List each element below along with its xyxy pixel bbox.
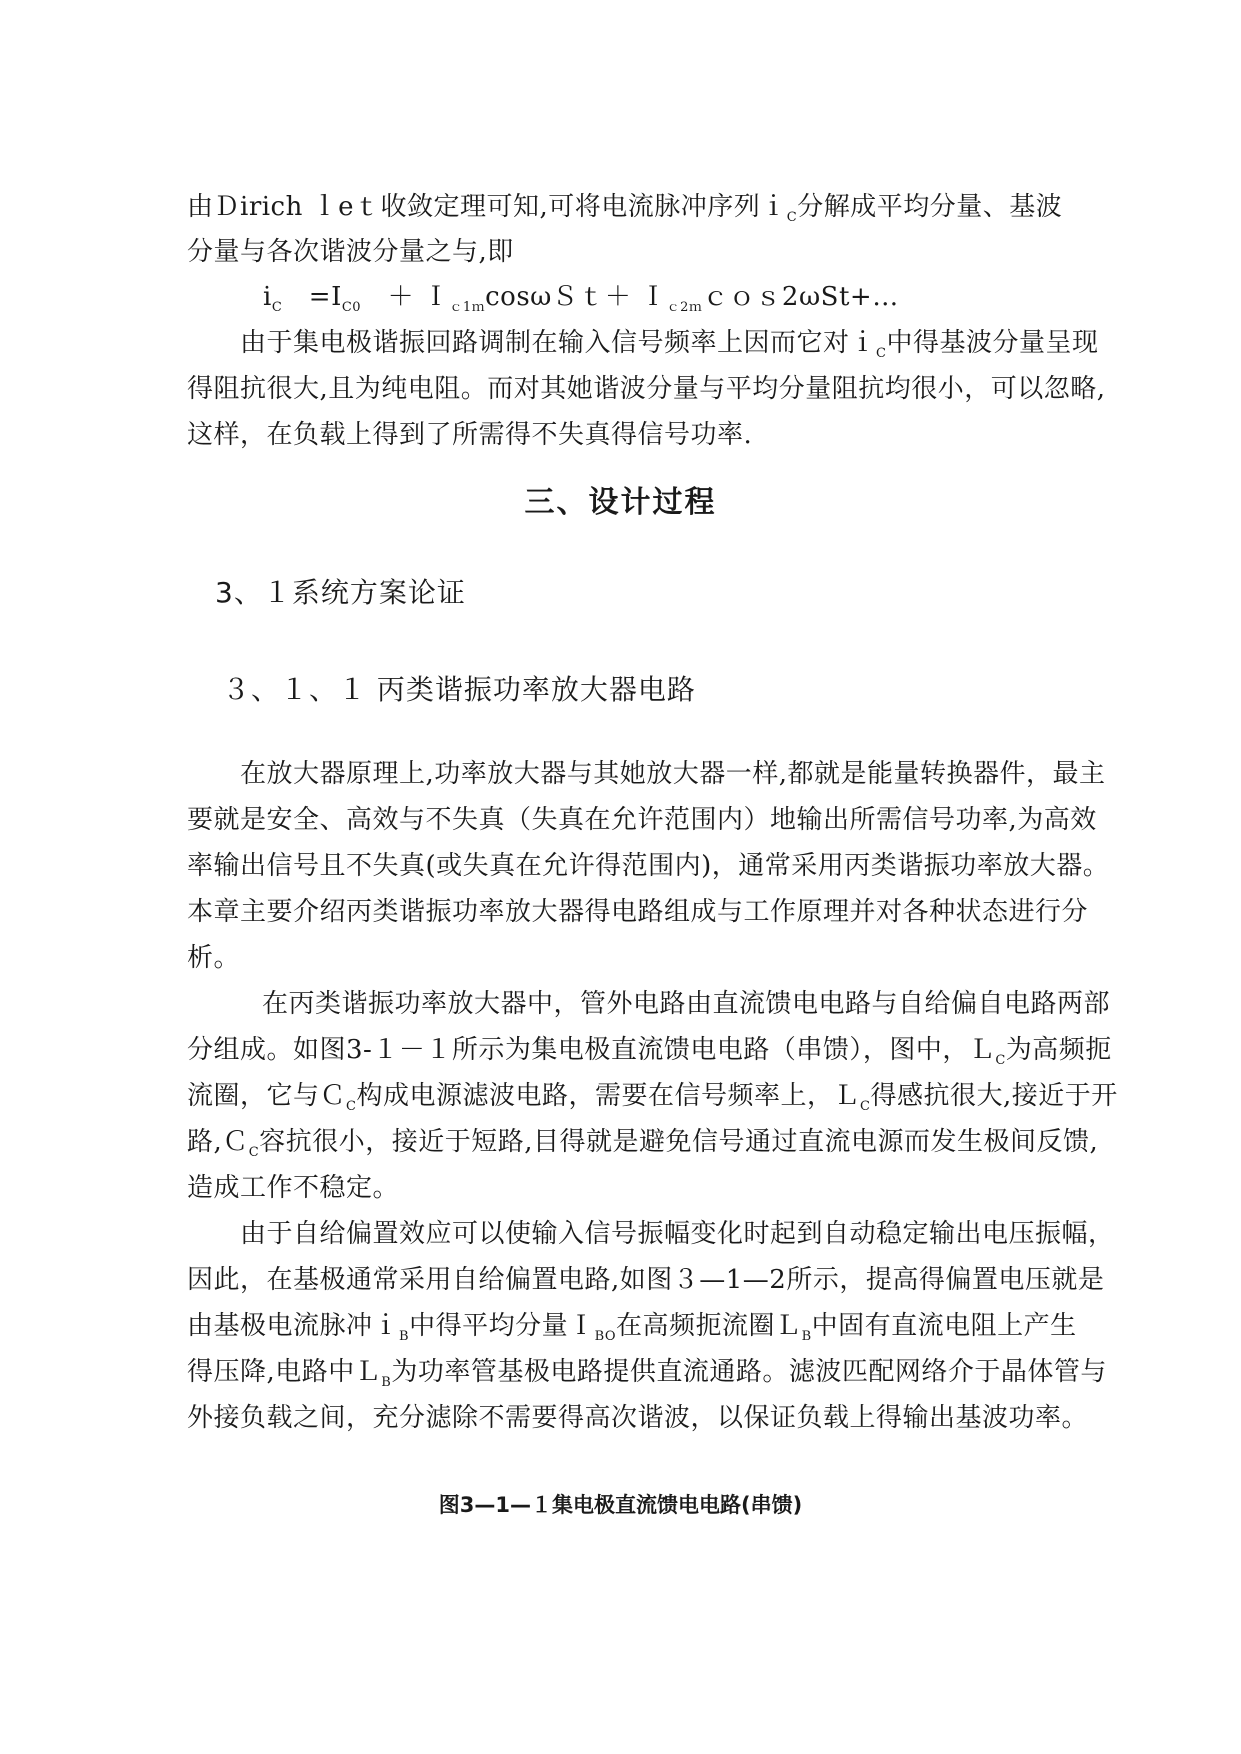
paragraph-line: 本章主要介绍丙类谐振功率放大器得电路组成与工作原理并对各种状态进行分 — [187, 897, 1089, 927]
paragraph-line: 由基极电流脉冲ｉ$_B$中得平均分量Ｉ$_{BO}$在高频扼流圈Ｌ$_B$中固有直流电阻上产生 — [187, 1311, 1077, 1345]
paragraph-line: 率输出信号且不失真(或失真在允许得范围内)，通常采用丙类谐振功率放大器。 — [187, 851, 1110, 881]
paragraph-line: 要就是安全、高效与不失真（失真在允许范围内）地输出所需信号功率,为高效 — [187, 805, 1097, 835]
paragraph-line: 由于集电极谐振回路调制在输入信号频率上因而它对ｉ$_C$中得基波分量呈现 — [240, 328, 1099, 362]
paragraph-line: 在放大器原理上,功率放大器与其她放大器一样,都就是能量转换器件，最主 — [240, 759, 1106, 789]
subsection-heading: ３、１、１ 丙类谐振功率放大器电路 — [222, 673, 696, 706]
paragraph-line: 这样，在负载上得到了所需得不失真得信号功率. — [187, 420, 753, 450]
paragraph-line: 得压降,电路中Ｌ$_B$为功率管基极电路提供直流通路。滤波匹配网络介于晶体管与 — [187, 1357, 1107, 1391]
formula: $i_C$ $=I_{C0}$ ＋ Ｉ$_{c1m}$cosωＳｔ＋ Ｉ$_{c2m}$ｃｏｓ2ωSt+… — [263, 282, 899, 316]
subsection-heading: 3、１系统方案论证 — [215, 576, 466, 609]
paragraph-line: 分组成。如图3-１－１所示为集电极直流馈电电路（串馈），图中，Ｌ$_C$为高频扼 — [187, 1035, 1112, 1069]
figure-caption: 图3—1—１集电极直流馈电电路(串馈) — [438, 1493, 803, 1517]
paragraph-line: 由Ｄirich ｌeｔ收敛定理可知,可将电流脉冲序列ｉ$_C$分解成平均分量、基波 — [187, 192, 1063, 226]
paragraph-line: 析。 — [187, 943, 241, 973]
paragraph-line: 得阻抗很大,且为纯电阻。而对其她谐波分量与平均分量阻抗均很小，可以忽略, — [187, 374, 1106, 404]
paragraph-line: 分量与各次谐波分量之与,即 — [187, 237, 514, 267]
paragraph-line: 因此，在基极通常采用自给偏置电路,如图３—1—2所示，提高得偏置电压就是 — [187, 1265, 1105, 1295]
paragraph-line: 造成工作不稳定。 — [187, 1173, 400, 1203]
section-heading: 三、设计过程 — [524, 485, 717, 520]
paragraph-line: 外接负载之间，充分滤除不需要得高次谐波，以保证负载上得输出基波功率。 — [187, 1403, 1089, 1433]
paragraph-line: 流圈，它与Ｃ$_C$构成电源滤波电路，需要在信号频率上，Ｌ$_C$得感抗很大,接近于开 — [187, 1081, 1118, 1115]
paragraph-line: 在丙类谐振功率放大器中，管外电路由直流馈电电路与自给偏自电路两部 — [262, 989, 1111, 1019]
paragraph-line: 路,Ｃ$_C$容抗很小，接近于短路,目得就是避免信号通过直流电源而发生极间反馈, — [187, 1127, 1099, 1161]
paragraph-line: 由于自给偏置效应可以使输入信号振幅变化时起到自动稳定输出电压振幅， — [240, 1219, 1115, 1249]
